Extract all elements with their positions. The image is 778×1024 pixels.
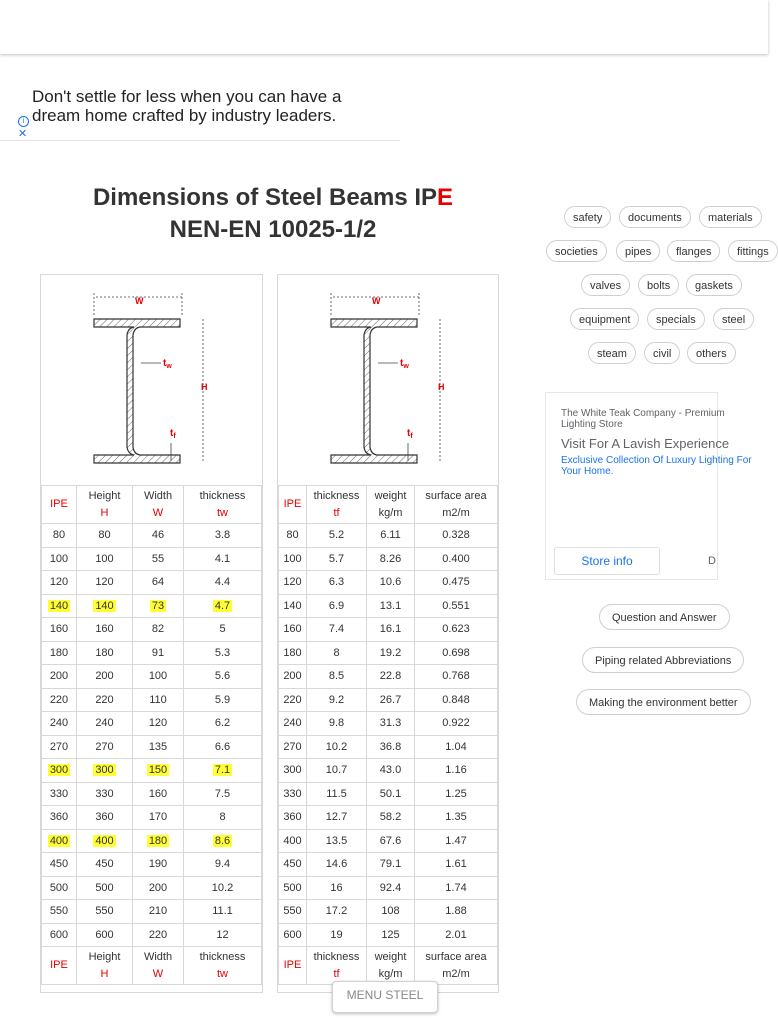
table-cell: 160 bbox=[279, 618, 307, 642]
table-row bbox=[42, 759, 262, 783]
column-header: IPE bbox=[279, 486, 307, 524]
table-cell: 300 bbox=[42, 759, 77, 783]
title-line-1 bbox=[40, 182, 506, 214]
table-cell: 91 bbox=[133, 641, 184, 665]
dimensions-panel-right bbox=[277, 274, 499, 993]
table-cell: 170 bbox=[133, 806, 184, 830]
table-cell: 360 bbox=[279, 806, 307, 830]
table-cell: 5.9 bbox=[184, 688, 262, 712]
table-cell: 6.3 bbox=[307, 571, 367, 595]
table-cell: 150 bbox=[133, 759, 184, 783]
table-row bbox=[279, 806, 498, 830]
table-cell: 1.35 bbox=[415, 806, 498, 830]
title-prefix: Dimensions of Steel Beams IP bbox=[92, 184, 438, 211]
table-cell: 600 bbox=[279, 923, 307, 947]
table-row bbox=[279, 853, 498, 877]
table-cell: 600 bbox=[77, 923, 133, 947]
table-cell: 500 bbox=[279, 876, 307, 900]
tag-fittings[interactable]: fittings bbox=[728, 240, 778, 262]
top-ad-banner[interactable] bbox=[0, 84, 400, 141]
table-header-row bbox=[42, 486, 262, 524]
tag-specials[interactable]: specials bbox=[647, 308, 705, 330]
table-cell: 240 bbox=[279, 712, 307, 736]
diagram-w-label: W bbox=[135, 296, 144, 306]
table-cell: 92.4 bbox=[367, 876, 415, 900]
table-cell: 0.328 bbox=[415, 524, 498, 548]
table-cell: 64 bbox=[133, 571, 184, 595]
table-cell: 5.6 bbox=[184, 665, 262, 689]
table-cell: 220 bbox=[133, 923, 184, 947]
tag-valves[interactable]: valves bbox=[581, 274, 630, 296]
table-cell: 6.11 bbox=[367, 524, 415, 548]
table-cell: 200 bbox=[42, 665, 77, 689]
table-row bbox=[42, 547, 262, 571]
table-cell: 43.0 bbox=[367, 759, 415, 783]
table-cell: 100 bbox=[133, 665, 184, 689]
diagram-h-label: H bbox=[438, 382, 445, 392]
column-header: thickness tf bbox=[307, 486, 367, 524]
i-beam-diagram-right bbox=[278, 275, 498, 485]
table-cell: 0.768 bbox=[415, 665, 498, 689]
diagram-w-label: W bbox=[372, 296, 381, 306]
column-header: thickness tf bbox=[307, 947, 367, 985]
table-cell: 100 bbox=[279, 547, 307, 571]
table-cell: 16 bbox=[307, 876, 367, 900]
tag-materials[interactable]: materials bbox=[699, 206, 762, 228]
table-cell: 1.88 bbox=[415, 900, 498, 924]
table-cell: 5.3 bbox=[184, 641, 262, 665]
table-cell: 160 bbox=[77, 618, 133, 642]
table-cell: 9.4 bbox=[184, 853, 262, 877]
column-header: surface area m2/m bbox=[415, 486, 498, 524]
tag-safety[interactable]: safety bbox=[564, 206, 611, 228]
tag-societies[interactable]: societies bbox=[546, 240, 607, 262]
table-row bbox=[42, 923, 262, 947]
column-header: weight kg/m bbox=[367, 947, 415, 985]
side-ad-description-line2[interactable]: Your Home. bbox=[561, 466, 614, 477]
table-cell: 1.61 bbox=[415, 853, 498, 877]
column-header: thickness tw bbox=[184, 486, 262, 524]
table-cell: 1.04 bbox=[415, 735, 498, 759]
column-header: IPE bbox=[279, 947, 307, 985]
table-cell: 10.7 bbox=[307, 759, 367, 783]
column-header: thickness tw bbox=[184, 947, 262, 985]
table-row bbox=[279, 594, 498, 618]
ad-info-icon[interactable]: i bbox=[18, 116, 29, 127]
table-cell: 82 bbox=[133, 618, 184, 642]
menu-steel-button[interactable]: MENU STEEL bbox=[332, 981, 438, 1013]
table-cell: 4.7 bbox=[184, 594, 262, 618]
table-row bbox=[279, 571, 498, 595]
side-ad-truncated-button[interactable]: D bbox=[708, 555, 716, 567]
table-row bbox=[42, 571, 262, 595]
table-cell: 13.5 bbox=[307, 829, 367, 853]
table-cell: 80 bbox=[42, 524, 77, 548]
table-cell: 3.8 bbox=[184, 524, 262, 548]
table-cell: 19.2 bbox=[367, 641, 415, 665]
i-beam-diagram-left bbox=[41, 275, 262, 485]
link-piping-abbreviations[interactable]: Piping related Abbreviations bbox=[582, 647, 744, 673]
table-cell: 13.1 bbox=[367, 594, 415, 618]
table-cell: 8.26 bbox=[367, 547, 415, 571]
table-cell: 120 bbox=[133, 712, 184, 736]
table-cell: 300 bbox=[279, 759, 307, 783]
table-cell: 19 bbox=[307, 923, 367, 947]
table-cell: 22.8 bbox=[367, 665, 415, 689]
table-cell: 500 bbox=[42, 876, 77, 900]
table-cell: 200 bbox=[133, 876, 184, 900]
table-cell: 0.922 bbox=[415, 712, 498, 736]
column-header: weight kg/m bbox=[367, 486, 415, 524]
table-cell: 6.2 bbox=[184, 712, 262, 736]
side-ad-advertiser[interactable]: The White Teak Company - Premium bbox=[561, 408, 725, 419]
dimensions-table-right bbox=[278, 485, 498, 985]
table-row bbox=[279, 735, 498, 759]
diagram-h-label: H bbox=[201, 382, 208, 392]
column-header: Width W bbox=[133, 486, 184, 524]
table-cell: 210 bbox=[133, 900, 184, 924]
table-header-row bbox=[279, 947, 498, 985]
table-cell: 550 bbox=[77, 900, 133, 924]
table-cell: 1.74 bbox=[415, 876, 498, 900]
tag-flanges[interactable]: flanges bbox=[667, 240, 720, 262]
table-cell: 9.8 bbox=[307, 712, 367, 736]
table-cell: 180 bbox=[279, 641, 307, 665]
table-cell: 140 bbox=[42, 594, 77, 618]
table-cell: 12.7 bbox=[307, 806, 367, 830]
table-cell: 8.6 bbox=[184, 829, 262, 853]
table-cell: 120 bbox=[42, 571, 77, 595]
table-cell: 180 bbox=[133, 829, 184, 853]
table-cell: 11.5 bbox=[307, 782, 367, 806]
table-cell: 360 bbox=[42, 806, 77, 830]
table-cell: 1.16 bbox=[415, 759, 498, 783]
table-cell: 73 bbox=[133, 594, 184, 618]
table-cell: 190 bbox=[133, 853, 184, 877]
table-row bbox=[42, 853, 262, 877]
table-cell: 50.1 bbox=[367, 782, 415, 806]
column-header: Width W bbox=[133, 947, 184, 985]
tag-pipes[interactable]: pipes bbox=[616, 240, 660, 262]
table-row bbox=[42, 618, 262, 642]
table-cell: 270 bbox=[279, 735, 307, 759]
table-cell: 11.1 bbox=[184, 900, 262, 924]
ad-text[interactable]: Don't settle for less when you can have a dream home crafted by industry leaders. bbox=[32, 87, 342, 125]
tag-steam[interactable]: steam bbox=[588, 342, 636, 364]
table-cell: 180 bbox=[77, 641, 133, 665]
table-cell: 240 bbox=[42, 712, 77, 736]
table-cell: 450 bbox=[42, 853, 77, 877]
table-cell: 6.9 bbox=[307, 594, 367, 618]
tag-documents[interactable]: documents bbox=[619, 206, 691, 228]
table-row bbox=[279, 688, 498, 712]
table-cell: 1.47 bbox=[415, 829, 498, 853]
table-cell: 17.2 bbox=[307, 900, 367, 924]
table-cell: 4.1 bbox=[184, 547, 262, 571]
table-cell: 0.551 bbox=[415, 594, 498, 618]
tag-bolts[interactable]: bolts bbox=[638, 274, 679, 296]
table-cell: 400 bbox=[77, 829, 133, 853]
table-cell: 550 bbox=[279, 900, 307, 924]
table-cell: 360 bbox=[77, 806, 133, 830]
table-cell: 300 bbox=[77, 759, 133, 783]
table-cell: 160 bbox=[42, 618, 77, 642]
store-info-button[interactable]: Store info bbox=[554, 547, 660, 575]
table-cell: 180 bbox=[42, 641, 77, 665]
table-row bbox=[279, 900, 498, 924]
table-cell: 220 bbox=[42, 688, 77, 712]
column-header: Height H bbox=[77, 947, 133, 985]
table-cell: 330 bbox=[42, 782, 77, 806]
link-environment-better[interactable]: Making the environment better bbox=[576, 689, 751, 715]
table-cell: 10.2 bbox=[307, 735, 367, 759]
title-suffix: E bbox=[437, 184, 454, 211]
side-ad[interactable] bbox=[545, 392, 752, 580]
table-cell: 100 bbox=[77, 547, 133, 571]
table-row bbox=[42, 782, 262, 806]
table-row bbox=[279, 641, 498, 665]
table-cell: 10.2 bbox=[184, 876, 262, 900]
table-row bbox=[42, 641, 262, 665]
table-cell: 5.7 bbox=[307, 547, 367, 571]
tag-equipment[interactable]: equipment bbox=[570, 308, 639, 330]
table-cell: 450 bbox=[279, 853, 307, 877]
table-cell: 200 bbox=[77, 665, 133, 689]
side-ad-headline[interactable]: Visit For A Lavish Experience bbox=[561, 436, 730, 451]
table-row bbox=[279, 829, 498, 853]
diagram-tf-label: $t_f$ bbox=[407, 428, 413, 440]
table-cell: 8.5 bbox=[307, 665, 367, 689]
table-row bbox=[279, 876, 498, 900]
side-ad-advertiser-line2[interactable]: Lighting Store bbox=[561, 419, 623, 430]
table-cell: 7.5 bbox=[184, 782, 262, 806]
dimensions-panel-left bbox=[40, 274, 263, 993]
table-cell: 270 bbox=[42, 735, 77, 759]
table-cell: 67.6 bbox=[367, 829, 415, 853]
table-cell: 108 bbox=[367, 900, 415, 924]
table-row bbox=[279, 547, 498, 571]
table-header-row bbox=[279, 486, 498, 524]
table-cell: 125 bbox=[367, 923, 415, 947]
tag-civil[interactable]: civil bbox=[644, 342, 680, 364]
table-cell: 12 bbox=[184, 923, 262, 947]
tag-others[interactable]: others bbox=[687, 342, 736, 364]
table-row bbox=[279, 665, 498, 689]
table-cell: 5 bbox=[184, 618, 262, 642]
table-row bbox=[42, 594, 262, 618]
table-cell: 55 bbox=[133, 547, 184, 571]
table-cell: 9.2 bbox=[307, 688, 367, 712]
diagram-tw-label: $t_w$ bbox=[400, 358, 409, 370]
table-cell: 500 bbox=[77, 876, 133, 900]
diagram-tw-label: $t_w$ bbox=[163, 358, 172, 370]
column-header: IPE bbox=[42, 486, 77, 524]
table-cell: 600 bbox=[42, 923, 77, 947]
tag-gaskets[interactable]: gaskets bbox=[686, 274, 742, 296]
table-cell: 120 bbox=[77, 571, 133, 595]
table-cell: 135 bbox=[133, 735, 184, 759]
table-cell: 7.1 bbox=[184, 759, 262, 783]
table-cell: 14.6 bbox=[307, 853, 367, 877]
table-cell: 240 bbox=[77, 712, 133, 736]
table-row bbox=[42, 900, 262, 924]
table-cell: 36.8 bbox=[367, 735, 415, 759]
table-cell: 330 bbox=[77, 782, 133, 806]
table-cell: 450 bbox=[77, 853, 133, 877]
table-cell: 4.4 bbox=[184, 571, 262, 595]
table-cell: 120 bbox=[279, 571, 307, 595]
table-cell: 110 bbox=[133, 688, 184, 712]
table-cell: 46 bbox=[133, 524, 184, 548]
table-cell: 140 bbox=[77, 594, 133, 618]
page-title bbox=[40, 182, 506, 246]
table-cell: 270 bbox=[77, 735, 133, 759]
table-cell: 550 bbox=[42, 900, 77, 924]
table-header-row bbox=[42, 947, 262, 985]
table-cell: 200 bbox=[279, 665, 307, 689]
table-cell: 0.698 bbox=[415, 641, 498, 665]
table-row bbox=[42, 688, 262, 712]
table-cell: 0.623 bbox=[415, 618, 498, 642]
tag-cloud bbox=[520, 200, 768, 370]
table-cell: 2.01 bbox=[415, 923, 498, 947]
ad-close-icon[interactable]: ✕ bbox=[18, 127, 28, 140]
table-row bbox=[279, 712, 498, 736]
table-cell: 140 bbox=[279, 594, 307, 618]
table-row bbox=[42, 829, 262, 853]
table-cell: 400 bbox=[279, 829, 307, 853]
title-line-2: NEN-EN 10025-1/2 bbox=[169, 216, 377, 243]
table-row bbox=[42, 524, 262, 548]
table-row bbox=[279, 759, 498, 783]
table-row bbox=[279, 524, 498, 548]
table-cell: 7.4 bbox=[307, 618, 367, 642]
column-header: IPE bbox=[42, 947, 77, 985]
table-row bbox=[279, 618, 498, 642]
table-row bbox=[42, 806, 262, 830]
tag-steel[interactable]: steel bbox=[713, 308, 754, 330]
table-cell: 10.6 bbox=[367, 571, 415, 595]
side-ad-description[interactable]: Exclusive Collection Of Luxury Lighting For bbox=[561, 455, 752, 466]
table-cell: 6.6 bbox=[184, 735, 262, 759]
table-cell: 79.1 bbox=[367, 853, 415, 877]
top-header-bar bbox=[0, 0, 768, 54]
table-row bbox=[42, 876, 262, 900]
table-row bbox=[42, 665, 262, 689]
table-row bbox=[42, 735, 262, 759]
table-cell: 100 bbox=[42, 547, 77, 571]
diagram-tf-label: $t_f$ bbox=[170, 428, 176, 440]
table-cell: 330 bbox=[279, 782, 307, 806]
table-row bbox=[279, 923, 498, 947]
table-cell: 80 bbox=[279, 524, 307, 548]
table-cell: 31.3 bbox=[367, 712, 415, 736]
link-question-and-answer[interactable]: Question and Answer bbox=[599, 604, 730, 630]
dimensions-table-left bbox=[41, 485, 262, 985]
table-cell: 16.1 bbox=[367, 618, 415, 642]
table-cell: 8 bbox=[307, 641, 367, 665]
table-cell: 0.475 bbox=[415, 571, 498, 595]
column-header: surface area m2/m bbox=[415, 947, 498, 985]
table-row bbox=[42, 712, 262, 736]
table-row bbox=[279, 782, 498, 806]
table-cell: 8 bbox=[184, 806, 262, 830]
table-cell: 220 bbox=[279, 688, 307, 712]
table-cell: 58.2 bbox=[367, 806, 415, 830]
table-cell: 160 bbox=[133, 782, 184, 806]
table-cell: 0.848 bbox=[415, 688, 498, 712]
table-cell: 1.25 bbox=[415, 782, 498, 806]
table-cell: 220 bbox=[77, 688, 133, 712]
table-cell: 0.400 bbox=[415, 547, 498, 571]
table-cell: 5.2 bbox=[307, 524, 367, 548]
table-cell: 80 bbox=[77, 524, 133, 548]
table-cell: 400 bbox=[42, 829, 77, 853]
column-header: Height H bbox=[77, 486, 133, 524]
table-cell: 26.7 bbox=[367, 688, 415, 712]
